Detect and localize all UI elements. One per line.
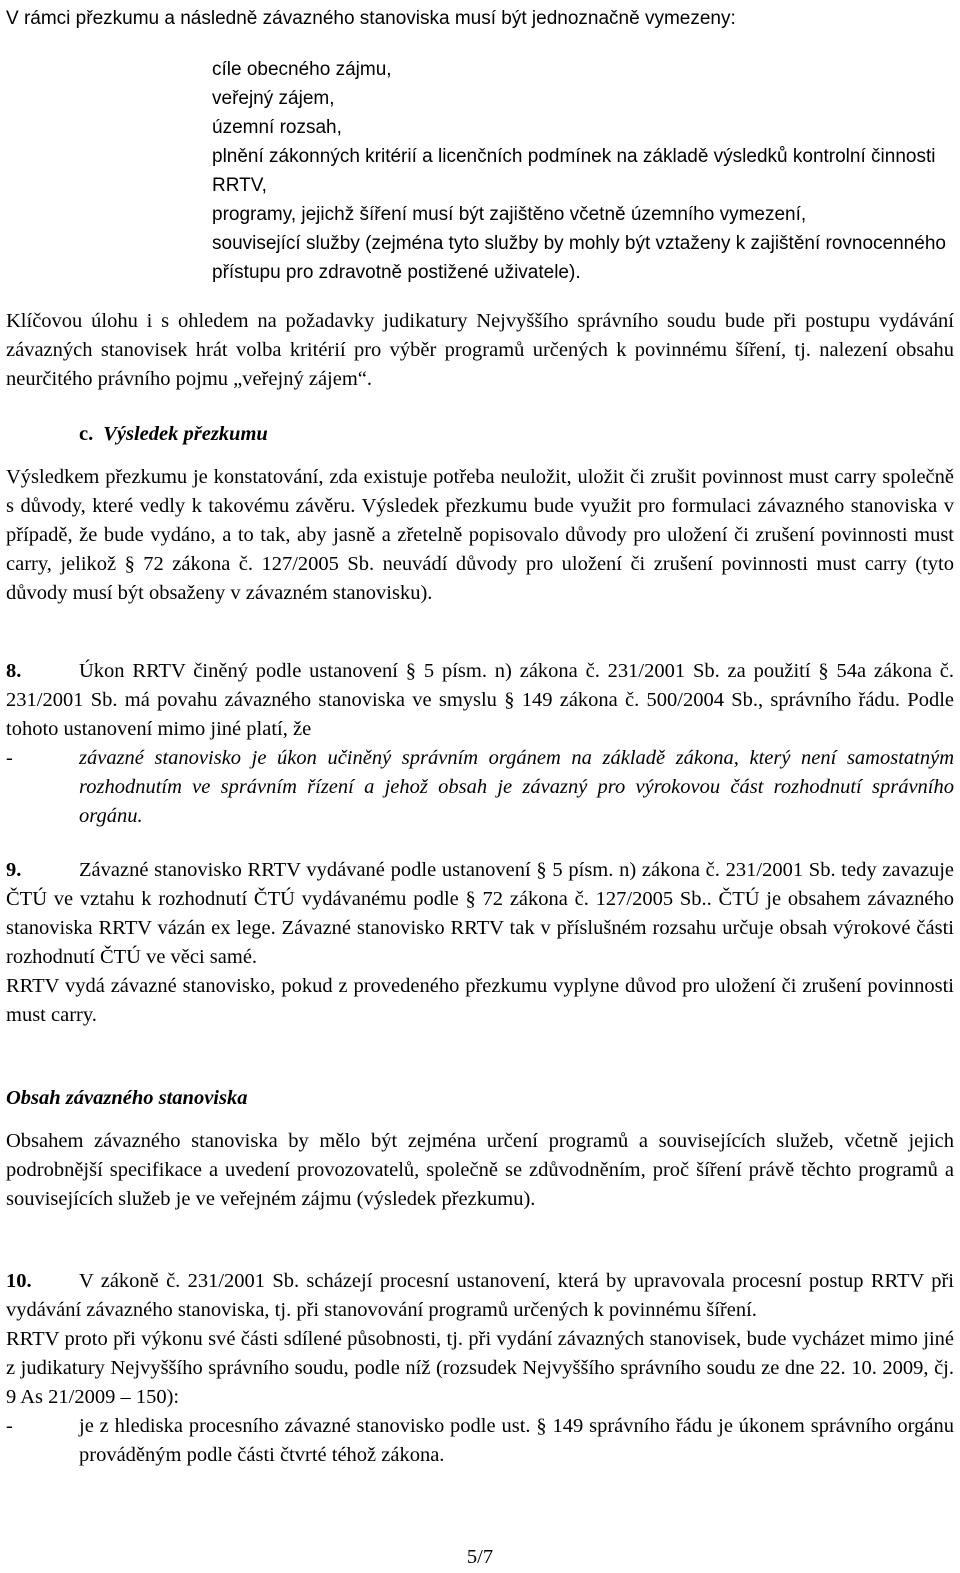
obsah-paragraph [6, 1127, 954, 1214]
list-item: veřejný zájem, [212, 88, 335, 109]
point-8-quote-item [6, 744, 954, 831]
list-item: programy, jejichž šíření musí být zajištěno včetně územního vymezení, [212, 204, 807, 225]
intro-text: V rámci přezkumu a následně závazného stanoviska musí být jednoznačně vymezeny: [6, 8, 736, 29]
section-c-paragraph [6, 463, 954, 608]
point-10-text-2: RRTV proto při výkonu své části sdílené působnosti, tj. při vydání závazných stanovisek, bude vycházet mimo jiné z judikatury Nejvyššího správního soudu, podle níž (rozsudek Nejvyššího správního soudu ze dne 22. 10. 2009, čj. 9 As 21/2009 – 150): [6, 1328, 954, 1408]
point-8-text: Úkon RRTV činěný podle ustanovení § 5 písm. n) zákona č. 231/2001 Sb. za použití § 54a zákona č. 231/2001 Sb. má povahu závazného stanoviska ve smyslu § 149 zákona č. 500/2004 Sb., správního řádu. Podle tohoto ustanovení mimo jiné platí, že [6, 660, 954, 740]
section-c-text: Výsledkem přezkumu je konstatování, zda existuje potřeba neuložit, uložit či zrušit povinnost must carry společně s důvody, které vedly k takovému závěru. Výsledek přezkumu bude využit pro formulaci závazného stanoviska v případě, že bude vydáno, a to tak, aby jasně a zřetelně popisovalo důvody pro uložení či zrušení povinnosti must carry, jelikož § 72 zákona č. 127/2005 Sb. neuvádí důvody pro uložení či zrušení povinnosti must carry (tyto důvody musí být obsaženy v závazném stanovisku). [6, 466, 954, 604]
dash-bullet: - [6, 1415, 13, 1437]
list-item: územní rozsah, [212, 117, 342, 138]
obsah-text: Obsahem závazného stanoviska by mělo být zejména určení programů a souvisejících služeb, včetně jejich podrobnější specifikace a uvedení provozovatelů, společně se zdůvodněním, proč šíření právě těchto programů a souvisejících služeb je ve veřejném zájmu (výsledek přezkumu). [6, 1130, 954, 1210]
section-c-title: Výsledek přezkumu [103, 423, 268, 445]
section-c-label: c. [79, 423, 94, 445]
key-role-text: Klíčovou úlohu i s ohledem na požadavky judikatury Nejvyššího správního soudu bude při postupu vydávání závazných stanovisek hrát volba kritérií pro výběr programů určených k povinnému šíření, tj. nalezení obsahu neurčitého právního pojmu „veřejný zájem“. [6, 310, 954, 390]
point-9-text-2: RRTV vydá závazné stanovisko, pokud z provedeného přezkumu vyplyne důvod pro uložení či zrušení povinnosti must carry. [6, 975, 954, 1026]
dash-bullet: - [6, 747, 13, 769]
key-role-paragraph [6, 307, 954, 394]
point-9-text: Závazné stanovisko RRTV vydávané podle ustanovení § 5 písm. n) zákona č. 231/2001 Sb. tedy zavazuje ČTÚ ve vztahu k rozhodnutí ČTÚ vydávanému podle § 72 zákona č. 127/2005 Sb.. ČTÚ je obsahem závazného stanoviska RRTV vázán ex lege. Závazné stanovisko RRTV tak v příslušném rozsahu určuje obsah výrokové části rozhodnutí ČTÚ ve věci samé. [6, 859, 954, 968]
point-8 [6, 657, 954, 831]
point-9-number: 9. [6, 859, 22, 881]
point-10-number: 10. [6, 1270, 32, 1292]
point-8-number: 8. [6, 660, 22, 682]
point-10-text: V zákoně č. 231/2001 Sb. scházejí procesní ustanovení, která by upravovala procesní postup RRTV při vydávání závazného stanoviska, tj. při stanovování programů určených k povinnému šíření. [6, 1270, 954, 1321]
point-8-quote: závazné stanovisko je úkon učiněný správním orgánem na základě zákona, který není samostatným rozhodnutím ve správním řízení a jehož obsah je závazný pro výrokovou část rozhodnutí správního orgánu. [79, 747, 954, 827]
obsah-heading: Obsah závazného stanoviska [6, 1087, 248, 1109]
point-10-bullet-item [6, 1412, 954, 1470]
point-10 [6, 1267, 954, 1470]
list-item: plnění zákonných kritérií a licenčních podmínek na základě výsledků kontrolní činnosti RRTV, [212, 146, 936, 196]
point-9 [6, 856, 954, 1030]
list-item: cíle obecného zájmu, [212, 59, 392, 80]
criteria-list [212, 55, 957, 287]
section-c-heading [79, 420, 268, 449]
point-10-bullet-text: je z hlediska procesního závazné stanovisko podle ust. § 149 správního řádu je úkonem správního orgánu prováděným podle části čtvrté téhož zákona. [79, 1415, 954, 1466]
page-number: 5/7 [466, 1546, 494, 1568]
list-item: související služby (zejména tyto služby by mohly být vztaženy k zajištění rovnocenného přístupu pro zdravotně postižené uživatele). [212, 233, 946, 283]
